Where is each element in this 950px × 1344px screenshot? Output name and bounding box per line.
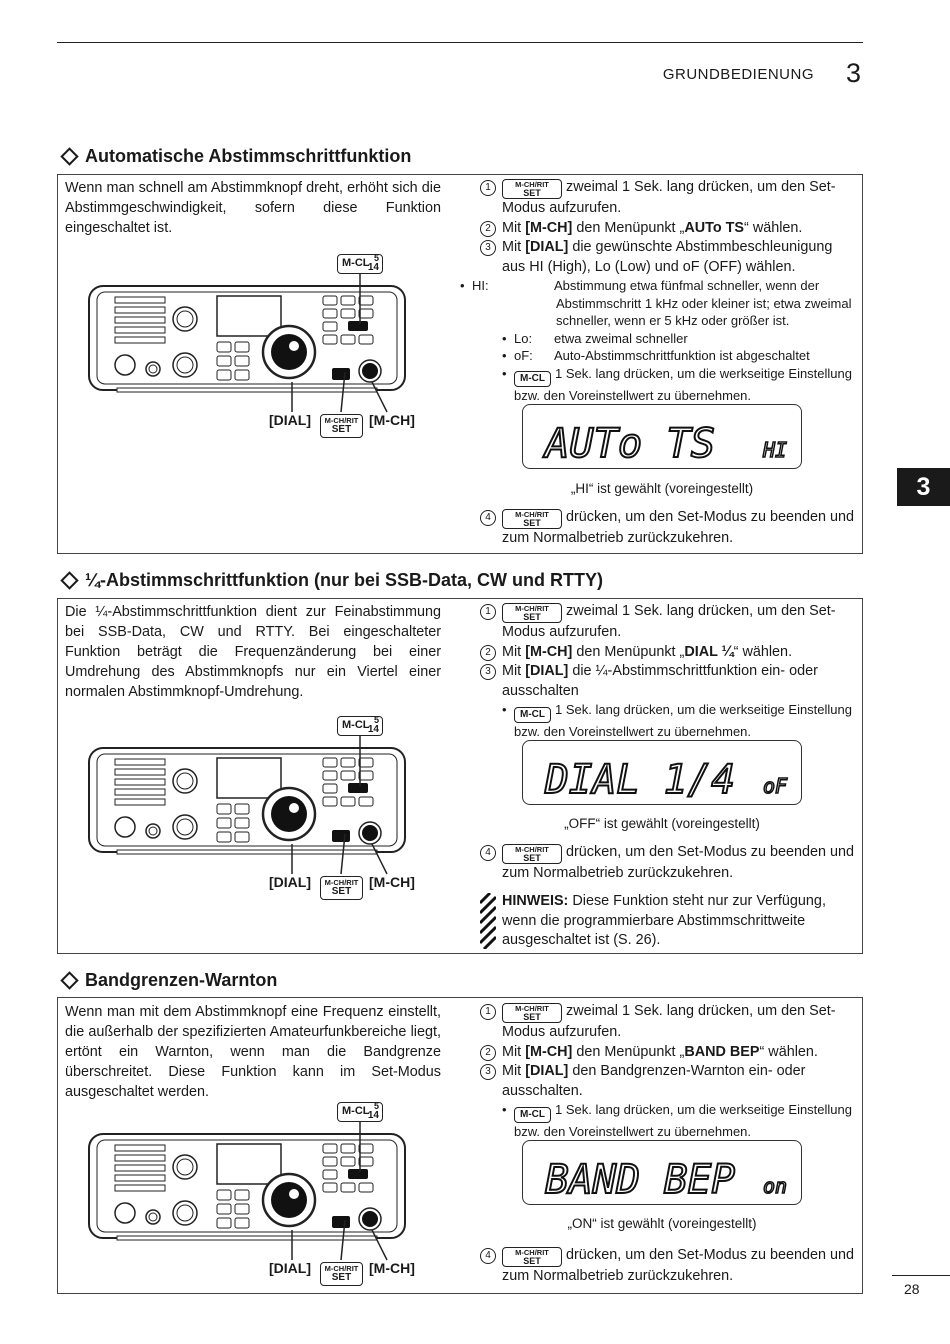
step-2: 2 Mit [M-CH] den Menüpunkt „DIAL ¼“ wählen. <box>480 643 858 663</box>
step-1: 1 M-CH/RIT SET zweimal 1 Sek. lang drücken, um den Set-Modus aufzurufen. <box>480 602 858 643</box>
bullet-mcl: • M-CL 1 Sek. lang drücken, um die werkseitige Einstellung bzw. den Voreinstellwert zu übernehmen. <box>502 365 852 403</box>
lcd-caption: „ON“ ist gewählt (voreingestellt) <box>567 1216 757 1231</box>
lcd-display <box>522 740 802 805</box>
intro-text: Wenn man schnell am Abstimmknopf dreht, erhöht sich die Abstimmgeschwindigkeit, sofern diese Funktion eingeschaltet ist. <box>65 180 441 236</box>
step-2: 2 Mit [M-CH] den Menüpunkt „BAND BEP“ wählen. <box>480 1043 858 1063</box>
section-title-auto-ts: Automatische Abstimmschrittfunktion <box>60 146 411 167</box>
note-text: HINWEIS: Diese Funktion steht nur zur Verfügung, wenn die programmierbare Abstimmschrittweite ausgeschaltet ist (S. 26). <box>502 893 826 948</box>
mch-rit-set-icon: M-CH/RIT SET <box>502 844 562 864</box>
section-title-quarter-step: ¼-Abstimmschrittfunktion (nur bei SSB-Data, CW und RTTY) <box>60 570 603 591</box>
chapter-title: GRUNDBEDIENUNG <box>662 66 814 83</box>
dial-label: [DIAL] <box>269 874 311 890</box>
step-4: 4 M-CH/RIT SET drücken, um den Set-Modus zu beenden und zum Normalbetrieb zurückzukehren. <box>480 1246 858 1287</box>
lcd-main-text: AUTo TS <box>541 421 715 467</box>
mch-rit-set-icon: M-CH/RIT SET <box>502 509 562 529</box>
diamond-icon <box>60 147 78 165</box>
step-4-block <box>480 1246 858 1287</box>
mch-label: [M-CH] <box>369 412 415 428</box>
dial-label: [DIAL] <box>269 412 311 428</box>
mcl-key-icon: M-CL <box>514 371 551 387</box>
lcd-main-text: DIAL 1/4 <box>544 757 735 803</box>
step-2: 2 Mit [M-CH] den Menüpunkt „AUTo TS“ wählen. <box>480 219 858 239</box>
radio-illustration <box>87 716 427 902</box>
note-stripes-icon <box>480 893 496 949</box>
bullet-mcl: • M-CL 1 Sek. lang drücken, um die werkseitige Einstellung bzw. den Voreinstellwert zu übernehmen. <box>502 702 852 739</box>
instructions-quarter-step <box>480 602 858 741</box>
mch-rit-set-icon: M-CH/RIT SET <box>502 179 562 199</box>
mch-label: [M-CH] <box>369 874 415 890</box>
step-1: 1 M-CH/RIT SET zweimal 1 Sek. lang drücken, um den Set-Modus aufzurufen. <box>480 178 858 219</box>
step-4-block <box>480 508 858 549</box>
lcd-segments <box>523 405 803 470</box>
intro-text: Wenn man mit dem Abstimmknopf eine Frequenz einstellt, die außerhalb der spezifizierten Amateurfunkbereiche liegt, ertönt ein Warnton, wenn man die Bandgrenze überschreitet. Diese Funktion kann im Set-Modus ausgeschaltet werden. <box>65 1004 441 1100</box>
radio-illustration <box>87 254 427 440</box>
step-4-block <box>480 843 858 884</box>
mch-rit-set-icon: M-CH/RIT SET <box>502 1247 562 1267</box>
mch-rit-set-icon: M-CH/RIT SET <box>502 603 562 623</box>
lcd-main-text: BAND BEP <box>545 1157 735 1203</box>
bullet-of: • oF: Auto-Abstimmschrittfunktion ist abgeschaltet <box>502 348 810 363</box>
mcl-key-icon: M-CL <box>514 1107 551 1123</box>
lcd-value-text: oF <box>763 774 788 798</box>
bullet-hi: • HI: Abstimmung etwa fünfmal schneller, wenn der Abstimmschritt 1 kHz oder kleiner ist; etwa zweimal schneller, wenn er 5 kHz oder größer ist. <box>460 278 852 328</box>
section-title-band-edge: Bandgrenzen-Warnton <box>60 970 277 991</box>
instructions-band-edge <box>480 1002 858 1141</box>
bullet-mcl: • M-CL 1 Sek. lang drücken, um die werkseitige Einstellung bzw. den Voreinstellwert zu übernehmen. <box>502 1102 852 1139</box>
radio-illustration <box>87 1102 427 1288</box>
mch-rit-set-key: M-CH/RIT SET <box>320 414 363 438</box>
lcd-value-text: HI <box>763 438 788 462</box>
step-3: 3 Mit [DIAL] den Bandgrenzen-Warnton ein- oder ausschalten. <box>480 1062 858 1101</box>
page-number: 28 <box>904 1281 920 1297</box>
lcd-caption: „OFF“ ist gewählt (voreingestellt) <box>564 816 760 831</box>
lcd-caption: „HI“ ist gewählt (voreingestellt) <box>570 481 754 496</box>
intro-text: Die ¼-Abstimmschrittfunktion dient zur Feinabstimmung bei SSB-Data, CW und RTTY. Bei eingeschalteter Funktion beträgt die Frequenzänderung bei einer Umdrehung des Abstimmknopfs nur ein Viertel einer normalen Abstimmknopf-Umdrehung. <box>65 604 441 700</box>
mcl-key-icon: M-CL <box>514 707 551 723</box>
lcd-display <box>522 1140 802 1205</box>
step-4: 4 M-CH/RIT SET drücken, um den Set-Modus zu beenden und zum Normalbetrieb zurückzukehren. <box>480 843 858 884</box>
chapter-tab: 3 <box>897 468 950 506</box>
page-number-rule <box>892 1275 950 1276</box>
mcl-key-callout: M-CL 5 14 <box>337 254 383 274</box>
mcl-key-callout: M-CL 5 14 <box>337 1102 383 1122</box>
dial-label: [DIAL] <box>269 1260 311 1276</box>
mcl-key-callout: M-CL 5 14 <box>337 716 383 736</box>
mch-rit-set-key: M-CH/RIT SET <box>320 1262 363 1286</box>
diamond-icon <box>60 971 78 989</box>
step-3: 3 Mit [DIAL] die gewünschte Abstimmbeschleunigung aus HI (High), Lo (Low) und oF (OFF) wählen. <box>480 238 858 277</box>
step-4: 4 M-CH/RIT SET drücken, um den Set-Modus zu beenden und zum Normalbetrieb zurückzukehren. <box>480 508 858 549</box>
lcd-value-text: on <box>763 1174 788 1198</box>
mch-rit-set-icon: M-CH/RIT SET <box>502 1003 562 1023</box>
bullet-lo: • Lo: etwa zweimal schneller <box>502 330 688 346</box>
lcd-display <box>522 404 802 469</box>
lcd-segments <box>523 1141 803 1206</box>
diamond-icon <box>60 571 78 589</box>
instructions-auto-ts <box>460 178 858 404</box>
lcd-segments <box>523 741 803 806</box>
chapter-number: 3 <box>846 58 862 88</box>
mch-rit-set-key: M-CH/RIT SET <box>320 876 363 900</box>
step-3: 3 Mit [DIAL] die ¼-Abstimmschrittfunktion ein- oder ausschalten <box>480 662 858 701</box>
step-1: 1 M-CH/RIT SET zweimal 1 Sek. lang drücken, um den Set-Modus aufzurufen. <box>480 1002 858 1043</box>
mch-label: [M-CH] <box>369 1260 415 1276</box>
header-rule <box>57 42 863 43</box>
